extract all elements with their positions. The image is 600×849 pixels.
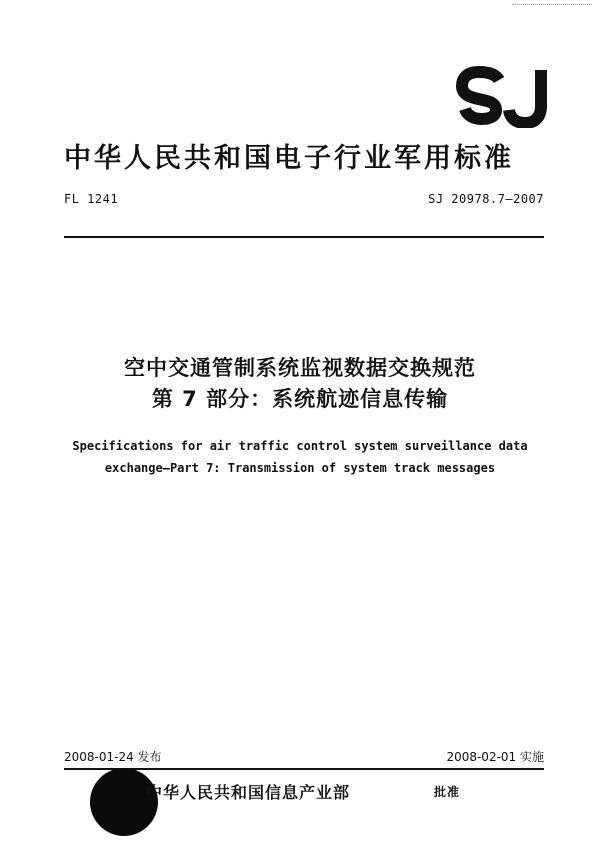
approved-label: 批准: [434, 785, 461, 799]
implementation-date: 2008-02-01 实施: [446, 750, 544, 764]
document-title-cn-line2: 第 7 部分：系统航迹信息传输: [151, 387, 449, 411]
release-date: 2008-01-24 发布: [64, 750, 162, 764]
sj-logo: [455, 66, 565, 128]
top-divider: [64, 236, 544, 238]
classification-code: FL 1241: [64, 192, 119, 206]
scan-noise: [512, 4, 592, 7]
document-title-cn-line1: 空中交通管制系统监视数据交换规范: [124, 356, 476, 380]
document-title-en-line1: Specifications for air traffic control system surveillance data: [72, 439, 528, 453]
standard-number: SJ 20978.7—2007: [428, 192, 544, 206]
standard-title: 中华人民共和国电子行业军用标准: [64, 143, 514, 174]
document-title-en-line2: exchange—Part 7: Transmission of system track messages: [104, 461, 496, 475]
publisher: 中华人民共和国信息产业部: [146, 783, 351, 802]
